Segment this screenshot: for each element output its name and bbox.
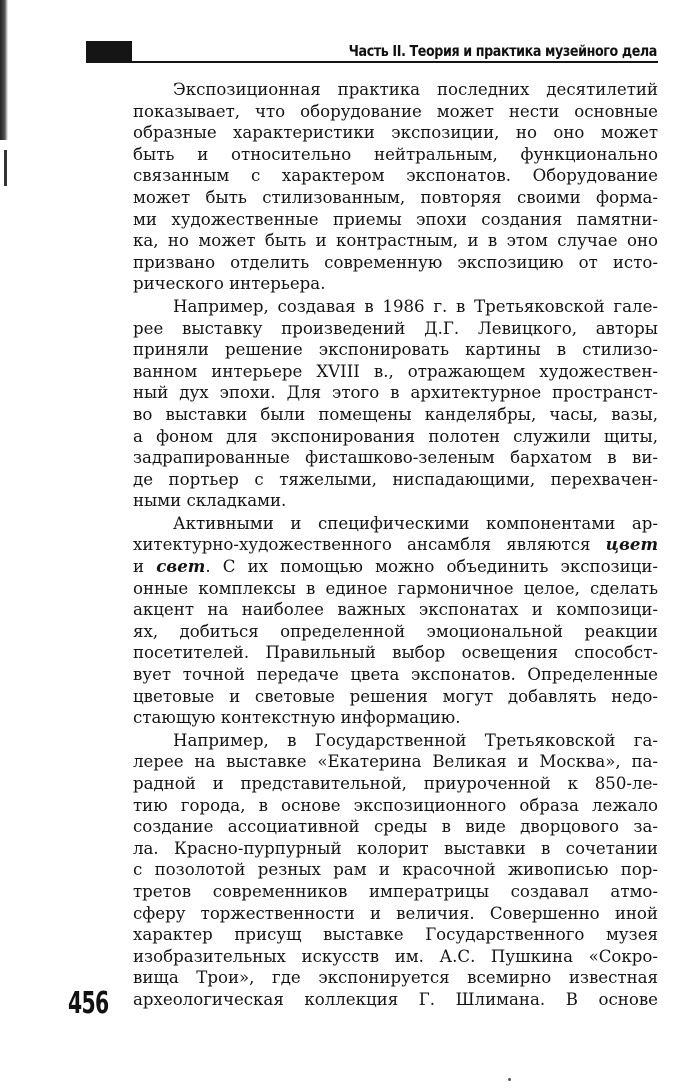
text-line: ях, добиться определенной эмоциональной реакции — [133, 621, 658, 641]
header-rule — [86, 61, 658, 63]
text-line: Экспозиционная практика последних десятилетий — [173, 80, 658, 99]
text-line: Активными и специфическими компонентами ар- — [173, 513, 658, 533]
paragraph-4 — [133, 730, 658, 1011]
text-line: тию города, в основе экспозиционного образа лежало — [133, 795, 658, 815]
text-line: Например, создавая в 1986 г. в Третьяковской гале- — [173, 296, 658, 316]
page-binding-edge — [0, 0, 8, 140]
text-line: лерее на выставке «Екатерина Великая и Москва», па- — [133, 752, 658, 772]
running-head: Часть II. Теория и практика музейного дела — [348, 42, 657, 60]
text-line: с позолотой резных рам и красочной живописью пор- — [133, 860, 658, 880]
text-line: Например, в Государственной Третьяковской га- — [173, 730, 658, 750]
text-line: радной и представительной, приуроченной к 850-ле- — [133, 774, 658, 793]
text-line: вует точной передаче цвета экспонатов. Определенные — [133, 665, 658, 685]
text-line: во выставки были помещены канделябры, часы, вазы, — [133, 404, 658, 424]
text-line: рее выставку произведений Д.Г. Левицкого, авторы — [133, 318, 658, 338]
text-line: а фоном для экспонирования полотен служили щиты, — [133, 426, 658, 446]
text-line: призвано отделить современную экспозицию от исто- — [133, 252, 658, 272]
text-line: связанным с характером экспонатов. Оборудование — [133, 166, 658, 186]
text-line: сферу торжественности и величия. Совершенно иной — [133, 903, 658, 923]
paragraph-2 — [133, 296, 658, 512]
page-number: 456 — [68, 986, 109, 1021]
text-line: характер присущ выставке Государственного музея — [133, 925, 658, 945]
text-line: быть и относительно нейтральным, функционально — [133, 144, 658, 164]
text-line: ный дух эпохи. Для этого в архитектурное пространст- — [133, 383, 658, 403]
text-line: стающую контекстную информацию. — [133, 708, 461, 728]
text-line: образные характеристики экспозиции, но оно может — [133, 123, 658, 143]
print-speck — [508, 1078, 511, 1081]
binding-mark — [4, 150, 7, 186]
text-line: рического интерьера. — [133, 274, 326, 294]
text-line-emphasis: и свет. С их помощью можно объединить экспозици- — [133, 556, 659, 577]
text-line: показывает, что оборудование может нести основные — [133, 101, 658, 121]
text-line: онные комплексы в единое гармоничное целое, сделать — [133, 578, 658, 598]
text-line: ными складками. — [133, 491, 287, 511]
body-text — [133, 79, 658, 1012]
paragraph-1 — [133, 79, 658, 295]
header-black-bar — [86, 41, 132, 61]
text-line: создание ассоциативной среды в виде дворцового за- — [133, 817, 658, 837]
text-line: археологическая коллекция Г. Шлимана. В основе — [133, 989, 658, 1009]
text-line: вища Трои», где экспонируется всемирно известная — [133, 968, 658, 988]
text-line: ла. Красно-пурпурный колорит выставки в сочетании — [133, 838, 658, 858]
text-line: может быть стилизованным, повторяя своими форма- — [133, 187, 658, 207]
text-line: задрапированные фисташково-зеленым бархатом в ви- — [133, 448, 658, 468]
text-line-emphasis: хитектурно-художественного ансамбля являются цвет — [133, 534, 658, 555]
text-line: де портьер с тяжелыми, ниспадающими, перехвачен- — [133, 469, 658, 489]
paragraph-3 — [133, 513, 658, 729]
text-line: приняли решение экспонировать картины в стилизо- — [133, 340, 658, 360]
text-line: третов современников императрицы создавал атмо- — [133, 881, 658, 901]
text-line: цветовые и световые решения могут добавлять недо- — [133, 686, 658, 706]
text-line: ка, но может быть и контрастным, и в этом случае оно — [133, 231, 658, 251]
text-line: посетителей. Правильный выбор освещения способст- — [133, 643, 658, 663]
text-line: ми художественные приемы эпохи создания памятни- — [133, 209, 658, 229]
text-line: изобразительных искусств им. А.С. Пушкина «Сокро- — [133, 946, 658, 966]
text-line: акцент на наиболее важных экспонатах и композици- — [133, 600, 658, 620]
text-line: ванном интерьере XVIII в., отражающем художествен- — [133, 361, 658, 381]
